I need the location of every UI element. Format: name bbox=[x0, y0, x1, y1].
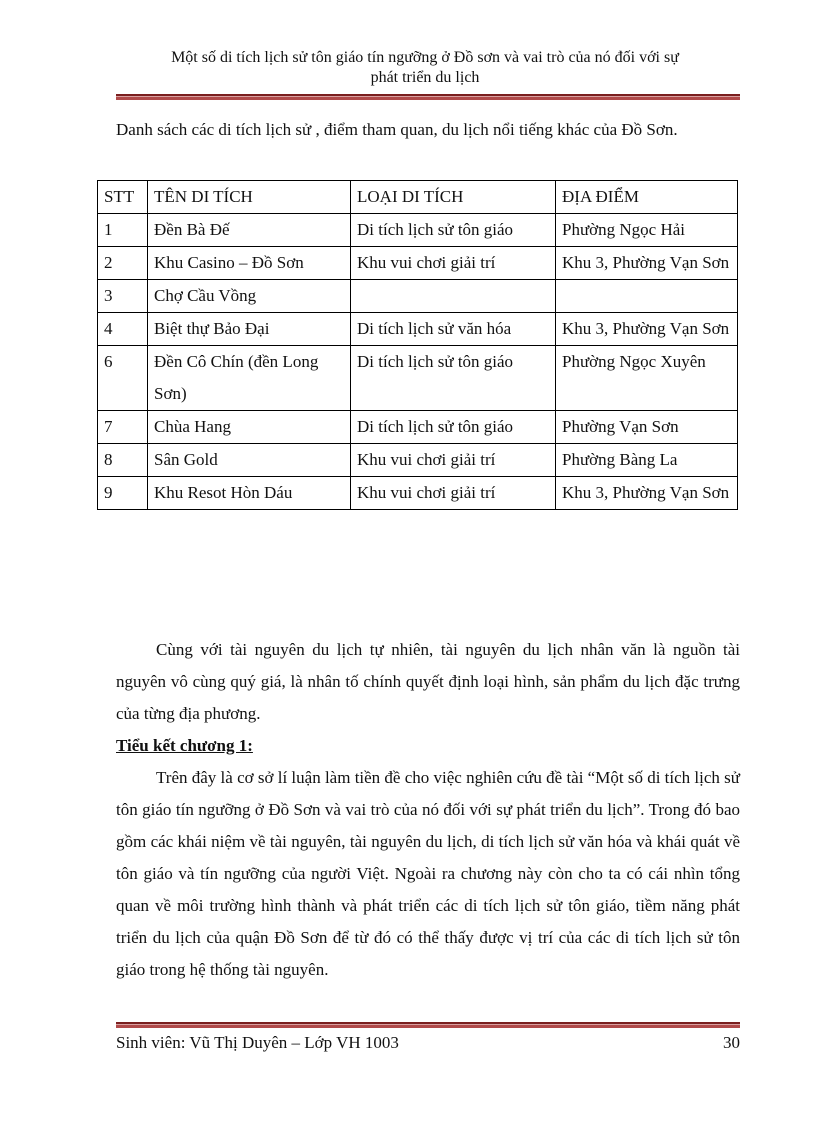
cell-type: Di tích lịch sử văn hóa bbox=[351, 313, 556, 346]
cell-name: Khu Resot Hòn Dáu bbox=[148, 477, 351, 510]
paragraph-resources: Cùng với tài nguyên du lịch tự nhiên, tài nguyên du lịch nhân văn là nguồn tài nguyên vô cùng quý giá, là nhân tố chính quyết định loại hình, sản phẩm du lịch đặc trưng của từng địa phương. bbox=[116, 640, 740, 723]
cell-name: Khu Casino – Đồ Sơn bbox=[148, 247, 351, 280]
cell-name: Sân Gold bbox=[148, 444, 351, 477]
section-heading: Tiểu kết chương 1: bbox=[116, 736, 253, 755]
column-header-name: TÊN DI TÍCH bbox=[148, 181, 351, 214]
table-row bbox=[98, 247, 738, 280]
table-row bbox=[98, 346, 738, 411]
column-header-type: LOẠI DI TÍCH bbox=[351, 181, 556, 214]
header-divider bbox=[116, 94, 740, 100]
table-row bbox=[98, 280, 738, 313]
header-title-line2: phát triển du lịch bbox=[370, 69, 480, 86]
cell-location: Khu 3, Phường Vạn Sơn bbox=[556, 247, 738, 280]
cell-type bbox=[351, 280, 556, 313]
cell-location: Phường Bàng La bbox=[556, 444, 738, 477]
cell-type: Khu vui chơi giải trí bbox=[351, 247, 556, 280]
table-row bbox=[98, 411, 738, 444]
cell-name: Chùa Hang bbox=[148, 411, 351, 444]
cell-stt: 6 bbox=[98, 346, 148, 411]
cell-type: Khu vui chơi giải trí bbox=[351, 477, 556, 510]
cell-location: Phường Ngọc Hải bbox=[556, 214, 738, 247]
table-header-row bbox=[98, 181, 738, 214]
cell-stt: 3 bbox=[98, 280, 148, 313]
table-row bbox=[98, 444, 738, 477]
cell-stt: 9 bbox=[98, 477, 148, 510]
paragraph-summary: Trên đây là cơ sở lí luận làm tiền đề cho việc nghiên cứu đề tài “Một số di tích lịch sử tôn giáo tín ngưỡng ở Đồ Sơn và vai trò của nó đối với sự phát triển du lịch”. Trong đó bao gồm các khái niệm về tài nguyên, tài nguyên du lịch, di tích lịch sử văn hóa và khái quát về tôn giáo và tín ngưỡng của người Việt. Ngoài ra chương này còn cho ta có cái nhìn tổng quan về môi trường hình thành và phát triển các di tích lịch sử tôn giáo, tiềm năng phát triển du lịch của quận Đồ Sơn để từ đó có thể thấy được vị trí của các di tích lịch sử tôn giáo trong hệ thống tài nguyên. bbox=[116, 768, 740, 979]
cell-stt: 8 bbox=[98, 444, 148, 477]
cell-location: Phường Ngọc Xuyên bbox=[556, 346, 738, 411]
footer-divider bbox=[116, 1022, 740, 1028]
heritage-sites-table bbox=[97, 180, 738, 510]
table-row bbox=[98, 313, 738, 346]
header-title-line1: Một số di tích lịch sử tôn giáo tín ngưỡng ở Đồ sơn và vai trò của nó đối với sự bbox=[171, 49, 679, 66]
cell-location bbox=[556, 280, 738, 313]
column-header-stt: STT bbox=[98, 181, 148, 214]
cell-location: Phường Vạn Sơn bbox=[556, 411, 738, 444]
cell-location: Khu 3, Phường Vạn Sơn bbox=[556, 477, 738, 510]
table-row bbox=[98, 214, 738, 247]
cell-name: Đền Bà Đế bbox=[148, 214, 351, 247]
cell-type: Di tích lịch sử tôn giáo bbox=[351, 411, 556, 444]
cell-location: Khu 3, Phường Vạn Sơn bbox=[556, 313, 738, 346]
cell-type: Di tích lịch sử tôn giáo bbox=[351, 214, 556, 247]
cell-name: Biệt thự Bảo Đại bbox=[148, 313, 351, 346]
footer-student: Sinh viên: Vũ Thị Duyên – Lớp VH 1003 bbox=[116, 1033, 399, 1052]
column-header-location: ĐỊA ĐIỂM bbox=[556, 181, 738, 214]
cell-type: Khu vui chơi giải trí bbox=[351, 444, 556, 477]
page-number: 30 bbox=[723, 1033, 740, 1052]
cell-type: Di tích lịch sử tôn giáo bbox=[351, 346, 556, 411]
cell-stt: 7 bbox=[98, 411, 148, 444]
cell-name: Chợ Cầu Vồng bbox=[148, 280, 351, 313]
intro-text: Danh sách các di tích lịch sử , điểm tham quan, du lịch nổi tiếng khác của Đồ Sơn. bbox=[116, 120, 678, 139]
page-header bbox=[110, 48, 740, 88]
cell-stt: 1 bbox=[98, 214, 148, 247]
cell-stt: 2 bbox=[98, 247, 148, 280]
table-row bbox=[98, 477, 738, 510]
cell-name: Đền Cô Chín (đền Long Sơn) bbox=[148, 346, 351, 411]
cell-stt: 4 bbox=[98, 313, 148, 346]
